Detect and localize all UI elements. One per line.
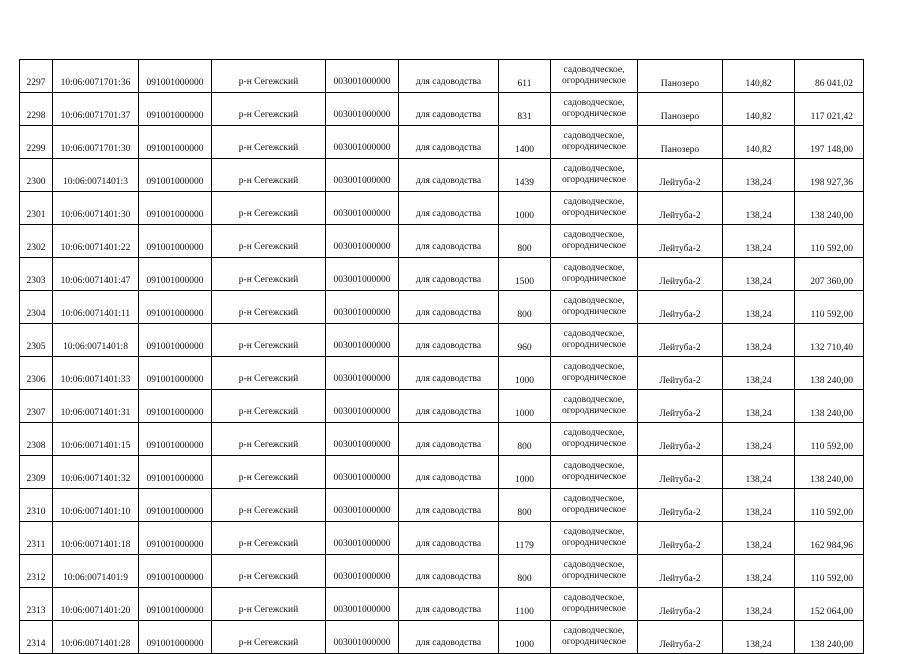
table-row — [20, 324, 864, 357]
row-number: 2298 — [20, 93, 53, 126]
specific-value: 140,82 — [723, 93, 795, 126]
okato-code: 091001000000 — [139, 291, 212, 324]
specific-value: 138,24 — [723, 291, 795, 324]
land-type-line-2: огородническое — [561, 76, 627, 86]
table-row — [20, 357, 864, 390]
land-area: 1000 — [499, 357, 551, 390]
okato-code: 091001000000 — [139, 555, 212, 588]
land-type-line-1: садоводческое, — [563, 428, 625, 438]
land-area: 800 — [499, 423, 551, 456]
oktmo-code: 003001000000 — [326, 522, 399, 555]
row-number: 2307 — [20, 390, 53, 423]
oktmo-code: 003001000000 — [326, 555, 399, 588]
cadastral-value: 110 592,00 — [795, 225, 864, 258]
oktmo-code: 003001000000 — [326, 258, 399, 291]
cadastral-value: 138 240,00 — [795, 390, 864, 423]
table-row — [20, 489, 864, 522]
row-number: 2308 — [20, 423, 53, 456]
cadastral-value: 152 064,00 — [795, 588, 864, 621]
cadastral-number: 10:06:0071401:18 — [53, 522, 139, 555]
land-type-line-1: садоводческое, — [563, 164, 625, 174]
land-type-line-2: огородническое — [561, 208, 627, 218]
specific-value: 138,24 — [723, 225, 795, 258]
land-area: 1500 — [499, 258, 551, 291]
district-name: р-н Сегежский — [212, 159, 326, 192]
specific-value: 138,24 — [723, 456, 795, 489]
land-type-line-1: садоводческое, — [563, 329, 625, 339]
specific-value: 138,24 — [723, 159, 795, 192]
settlement-name: Лейтуба-2 — [638, 489, 723, 522]
oktmo-code: 003001000000 — [326, 390, 399, 423]
district-name: р-н Сегежский — [212, 192, 326, 225]
land-area: 1179 — [499, 522, 551, 555]
land-area: 611 — [499, 60, 551, 93]
oktmo-code: 003001000000 — [326, 192, 399, 225]
cadastral-value: 86 041,02 — [795, 60, 864, 93]
land-type-line-1: садоводческое, — [563, 65, 625, 75]
oktmo-code: 003001000000 — [326, 423, 399, 456]
specific-value: 138,24 — [723, 489, 795, 522]
land-type-line-1: садоводческое, — [563, 593, 625, 603]
cadastral-number: 10:06:0071701:36 — [53, 60, 139, 93]
land-type-line-1: садоводческое, — [563, 560, 625, 570]
permitted-use: для садоводства — [399, 192, 499, 225]
table-row — [20, 456, 864, 489]
okato-code: 091001000000 — [139, 192, 212, 225]
table-row — [20, 60, 864, 93]
district-name: р-н Сегежский — [212, 225, 326, 258]
cadastral-value: 207 360,00 — [795, 258, 864, 291]
okato-code: 091001000000 — [139, 588, 212, 621]
table-row — [20, 621, 864, 654]
permitted-use: для садоводства — [399, 588, 499, 621]
land-type — [551, 60, 638, 93]
land-type-line-1: садоводческое, — [563, 527, 625, 537]
row-number: 2313 — [20, 588, 53, 621]
settlement-name: Панозеро — [638, 93, 723, 126]
district-name: р-н Сегежский — [212, 621, 326, 654]
settlement-name: Лейтуба-2 — [638, 522, 723, 555]
row-number: 2302 — [20, 225, 53, 258]
land-area: 1000 — [499, 456, 551, 489]
settlement-name: Лейтуба-2 — [638, 159, 723, 192]
cadastral-value: 138 240,00 — [795, 357, 864, 390]
oktmo-code: 003001000000 — [326, 225, 399, 258]
land-type-line-2: огородническое — [561, 505, 627, 515]
land-type-line-1: садоводческое, — [563, 230, 625, 240]
okato-code: 091001000000 — [139, 324, 212, 357]
land-type-line-1: садоводческое, — [563, 626, 625, 636]
cadastral-value: 138 240,00 — [795, 456, 864, 489]
land-type-line-2: огородническое — [561, 637, 627, 647]
land-type-line-2: огородническое — [561, 340, 627, 350]
land-area: 1439 — [499, 159, 551, 192]
district-name: р-н Сегежский — [212, 423, 326, 456]
row-number: 2305 — [20, 324, 53, 357]
specific-value: 140,82 — [723, 60, 795, 93]
settlement-name: Лейтуба-2 — [638, 357, 723, 390]
table-row — [20, 258, 864, 291]
cadastral-number: 10:06:0071401:31 — [53, 390, 139, 423]
land-area: 1400 — [499, 126, 551, 159]
land-type-line-1: садоводческое, — [563, 494, 625, 504]
specific-value: 138,24 — [723, 390, 795, 423]
cadastral-number: 10:06:0071401:15 — [53, 423, 139, 456]
cadastral-value: 110 592,00 — [795, 291, 864, 324]
row-number: 2311 — [20, 522, 53, 555]
land-type — [551, 192, 638, 225]
permitted-use: для садоводства — [399, 522, 499, 555]
land-type — [551, 258, 638, 291]
district-name: р-н Сегежский — [212, 588, 326, 621]
permitted-use: для садоводства — [399, 159, 499, 192]
land-type — [551, 225, 638, 258]
cadastral-number: 10:06:0071401:32 — [53, 456, 139, 489]
settlement-name: Лейтуба-2 — [638, 390, 723, 423]
table-row — [20, 423, 864, 456]
land-type-line-2: огородническое — [561, 571, 627, 581]
land-type — [551, 291, 638, 324]
district-name: р-н Сегежский — [212, 489, 326, 522]
settlement-name: Лейтуба-2 — [638, 588, 723, 621]
land-type-line-1: садоводческое, — [563, 395, 625, 405]
district-name: р-н Сегежский — [212, 258, 326, 291]
row-number: 2300 — [20, 159, 53, 192]
land-type-line-1: садоводческое, — [563, 362, 625, 372]
permitted-use: для садоводства — [399, 324, 499, 357]
table-row — [20, 522, 864, 555]
okato-code: 091001000000 — [139, 621, 212, 654]
specific-value: 138,24 — [723, 258, 795, 291]
permitted-use: для садоводства — [399, 456, 499, 489]
land-area: 800 — [499, 225, 551, 258]
oktmo-code: 003001000000 — [326, 324, 399, 357]
cadastral-value: 110 592,00 — [795, 555, 864, 588]
land-type — [551, 489, 638, 522]
land-area: 960 — [499, 324, 551, 357]
settlement-name: Лейтуба-2 — [638, 291, 723, 324]
settlement-name: Лейтуба-2 — [638, 621, 723, 654]
table-row — [20, 159, 864, 192]
oktmo-code: 003001000000 — [326, 456, 399, 489]
specific-value: 138,24 — [723, 588, 795, 621]
table-row — [20, 225, 864, 258]
permitted-use: для садоводства — [399, 225, 499, 258]
settlement-name: Панозеро — [638, 60, 723, 93]
land-type-line-2: огородническое — [561, 175, 627, 185]
cadastral-number: 10:06:0071401:3 — [53, 159, 139, 192]
permitted-use: для садоводства — [399, 93, 499, 126]
cadastral-value: 110 592,00 — [795, 423, 864, 456]
row-number: 2299 — [20, 126, 53, 159]
land-area: 831 — [499, 93, 551, 126]
oktmo-code: 003001000000 — [326, 93, 399, 126]
table-row — [20, 192, 864, 225]
land-type-line-1: садоводческое, — [563, 197, 625, 207]
okato-code: 091001000000 — [139, 60, 212, 93]
permitted-use: для садоводства — [399, 555, 499, 588]
land-type — [551, 390, 638, 423]
okato-code: 091001000000 — [139, 423, 212, 456]
table-row — [20, 93, 864, 126]
table-row — [20, 390, 864, 423]
land-type-line-1: садоводческое, — [563, 461, 625, 471]
permitted-use: для садоводства — [399, 357, 499, 390]
district-name: р-н Сегежский — [212, 291, 326, 324]
oktmo-code: 003001000000 — [326, 489, 399, 522]
land-type — [551, 621, 638, 654]
land-type — [551, 324, 638, 357]
okato-code: 091001000000 — [139, 225, 212, 258]
row-number: 2309 — [20, 456, 53, 489]
table-body — [20, 60, 864, 654]
specific-value: 138,24 — [723, 357, 795, 390]
land-area: 1000 — [499, 621, 551, 654]
land-type — [551, 357, 638, 390]
cadastral-number: 10:06:0071401:20 — [53, 588, 139, 621]
okato-code: 091001000000 — [139, 93, 212, 126]
cadastral-value: 117 021,42 — [795, 93, 864, 126]
oktmo-code: 003001000000 — [326, 357, 399, 390]
cadastral-number: 10:06:0071401:28 — [53, 621, 139, 654]
row-number: 2304 — [20, 291, 53, 324]
land-type-line-2: огородническое — [561, 373, 627, 383]
land-type-line-2: огородническое — [561, 472, 627, 482]
cadastral-number: 10:06:0071401:33 — [53, 357, 139, 390]
row-number: 2314 — [20, 621, 53, 654]
cadastral-value: 110 592,00 — [795, 489, 864, 522]
specific-value: 138,24 — [723, 192, 795, 225]
land-type-line-1: садоводческое, — [563, 263, 625, 273]
okato-code: 091001000000 — [139, 258, 212, 291]
specific-value: 140,82 — [723, 126, 795, 159]
land-type — [551, 159, 638, 192]
okato-code: 091001000000 — [139, 159, 212, 192]
permitted-use: для садоводства — [399, 258, 499, 291]
land-type-line-2: огородническое — [561, 142, 627, 152]
okato-code: 091001000000 — [139, 126, 212, 159]
land-type-line-2: огородническое — [561, 604, 627, 614]
land-area: 1100 — [499, 588, 551, 621]
land-type — [551, 423, 638, 456]
cadastral-number: 10:06:0071701:30 — [53, 126, 139, 159]
okato-code: 091001000000 — [139, 390, 212, 423]
cadastral-number: 10:06:0071401:47 — [53, 258, 139, 291]
row-number: 2297 — [20, 60, 53, 93]
land-value-table — [19, 59, 864, 654]
row-number: 2310 — [20, 489, 53, 522]
permitted-use: для садоводства — [399, 390, 499, 423]
row-number: 2301 — [20, 192, 53, 225]
permitted-use: для садоводства — [399, 126, 499, 159]
district-name: р-н Сегежский — [212, 555, 326, 588]
settlement-name: Лейтуба-2 — [638, 192, 723, 225]
table-row — [20, 291, 864, 324]
cadastral-number: 10:06:0071401:30 — [53, 192, 139, 225]
settlement-name: Лейтуба-2 — [638, 456, 723, 489]
land-area: 800 — [499, 291, 551, 324]
land-type-line-2: огородническое — [561, 109, 627, 119]
land-type — [551, 456, 638, 489]
cadastral-value: 162 984,96 — [795, 522, 864, 555]
table-row — [20, 555, 864, 588]
land-type — [551, 126, 638, 159]
oktmo-code: 003001000000 — [326, 291, 399, 324]
table-row — [20, 588, 864, 621]
oktmo-code: 003001000000 — [326, 126, 399, 159]
district-name: р-н Сегежский — [212, 456, 326, 489]
cadastral-number: 10:06:0071401:10 — [53, 489, 139, 522]
land-type-line-2: огородническое — [561, 439, 627, 449]
land-type — [551, 588, 638, 621]
okato-code: 091001000000 — [139, 357, 212, 390]
land-area: 1000 — [499, 390, 551, 423]
cadastral-value: 197 148,00 — [795, 126, 864, 159]
okato-code: 091001000000 — [139, 522, 212, 555]
row-number: 2306 — [20, 357, 53, 390]
table-row — [20, 126, 864, 159]
settlement-name: Лейтуба-2 — [638, 258, 723, 291]
land-type-line-2: огородническое — [561, 241, 627, 251]
land-type-line-2: огородническое — [561, 274, 627, 284]
settlement-name: Лейтуба-2 — [638, 423, 723, 456]
oktmo-code: 003001000000 — [326, 588, 399, 621]
land-type — [551, 555, 638, 588]
row-number: 2312 — [20, 555, 53, 588]
cadastral-value: 198 927,36 — [795, 159, 864, 192]
land-area: 800 — [499, 489, 551, 522]
land-type-line-2: огородническое — [561, 538, 627, 548]
land-type-line-1: садоводческое, — [563, 98, 625, 108]
district-name: р-н Сегежский — [212, 126, 326, 159]
permitted-use: для садоводства — [399, 60, 499, 93]
land-type — [551, 93, 638, 126]
specific-value: 138,24 — [723, 324, 795, 357]
settlement-name: Лейтуба-2 — [638, 324, 723, 357]
permitted-use: для садоводства — [399, 423, 499, 456]
permitted-use: для садоводства — [399, 621, 499, 654]
cadastral-value: 138 240,00 — [795, 621, 864, 654]
specific-value: 138,24 — [723, 555, 795, 588]
settlement-name: Лейтуба-2 — [638, 225, 723, 258]
cadastral-number: 10:06:0071401:11 — [53, 291, 139, 324]
land-type-line-1: садоводческое, — [563, 296, 625, 306]
okato-code: 091001000000 — [139, 456, 212, 489]
specific-value: 138,24 — [723, 621, 795, 654]
cadastral-number: 10:06:0071401:8 — [53, 324, 139, 357]
land-area: 800 — [499, 555, 551, 588]
district-name: р-н Сегежский — [212, 390, 326, 423]
permitted-use: для садоводства — [399, 291, 499, 324]
land-type-line-1: садоводческое, — [563, 131, 625, 141]
cadastral-value: 132 710,40 — [795, 324, 864, 357]
oktmo-code: 003001000000 — [326, 60, 399, 93]
row-number: 2303 — [20, 258, 53, 291]
permitted-use: для садоводства — [399, 489, 499, 522]
cadastral-number: 10:06:0071401:22 — [53, 225, 139, 258]
settlement-name: Панозеро — [638, 126, 723, 159]
land-type — [551, 522, 638, 555]
cadastral-value: 138 240,00 — [795, 192, 864, 225]
district-name: р-н Сегежский — [212, 357, 326, 390]
oktmo-code: 003001000000 — [326, 159, 399, 192]
specific-value: 138,24 — [723, 522, 795, 555]
land-area: 1000 — [499, 192, 551, 225]
district-name: р-н Сегежский — [212, 93, 326, 126]
cadastral-number: 10:06:0071701:37 — [53, 93, 139, 126]
land-type-line-2: огородническое — [561, 307, 627, 317]
district-name: р-н Сегежский — [212, 522, 326, 555]
settlement-name: Лейтуба-2 — [638, 555, 723, 588]
district-name: р-н Сегежский — [212, 324, 326, 357]
district-name: р-н Сегежский — [212, 60, 326, 93]
cadastral-number: 10:06:0071401:9 — [53, 555, 139, 588]
oktmo-code: 003001000000 — [326, 621, 399, 654]
land-type-line-2: огородническое — [561, 406, 627, 416]
okato-code: 091001000000 — [139, 489, 212, 522]
specific-value: 138,24 — [723, 423, 795, 456]
